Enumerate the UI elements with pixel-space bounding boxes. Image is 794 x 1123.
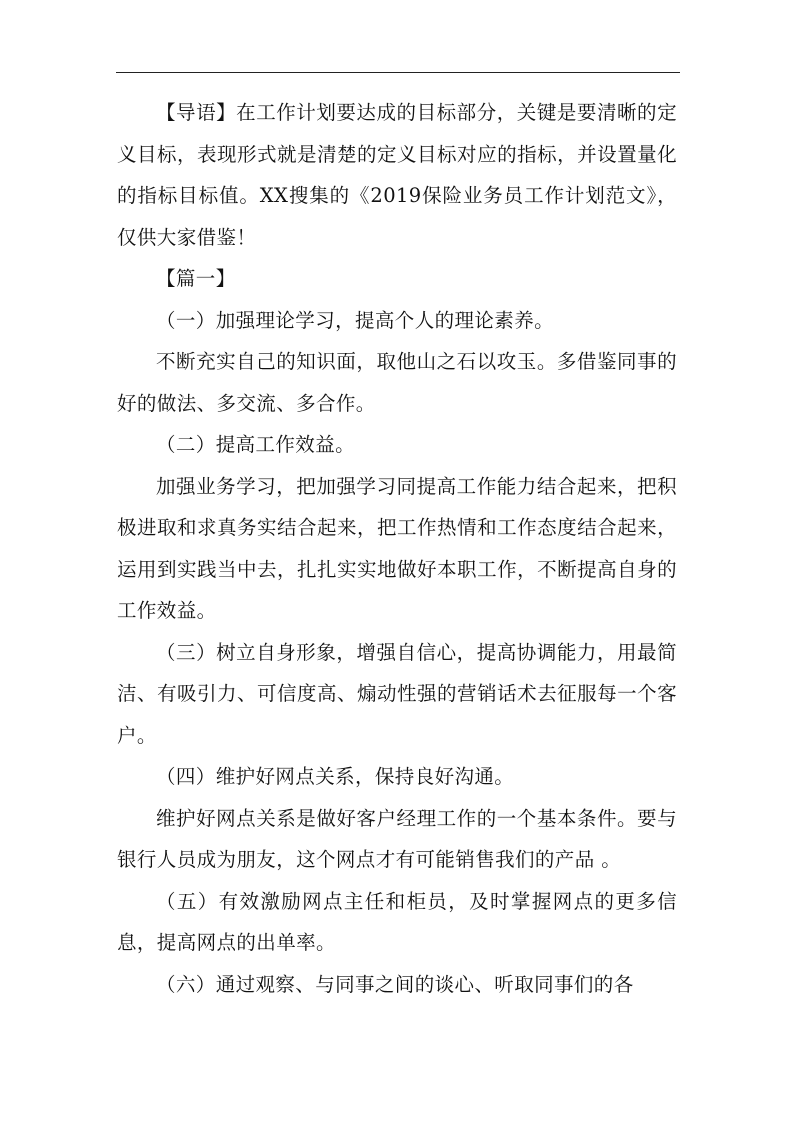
header-rule — [116, 72, 680, 73]
item-body-1: 不断充实自己的知识面，取他山之石以攻玉。多借鉴同事的好的做法、多交流、多合作。 — [117, 350, 677, 415]
item-heading-6: （六）通过观察、与同事之间的谈心、听取同事们的各 — [156, 972, 634, 996]
item-heading-1: （一）加强理论学习，提高个人的理论素养。 — [156, 308, 555, 332]
item-heading-3: （三）树立自身形象，增强自信心，提高协调能力，用最简洁、有吸引力、可信度高、煽动性强的营销话术去征服每一个客户。 — [117, 640, 677, 747]
item-heading-4: （四）维护好网点关系，保持良好沟通。 — [156, 765, 515, 788]
item-body-2: 加强业务学习，把加强学习同提高工作能力结合起来，把积极进取和求真务实结合起来，把工作热情和工作态度结合起来，运用到实践当中去，扎扎实实地做好本职工作，不断提高自身的工作效益。 — [117, 474, 677, 622]
item-body-4: 维护好网点关系是做好客户经理工作的一个基本条件。要与银行人员成为朋友，这个网点才有可能销售我们的产品 。 — [117, 806, 677, 871]
document-body — [117, 92, 677, 1005]
intro-paragraph: 【导语】在工作计划要达成的目标部分，关键是要清晰的定义目标，表现形式就是清楚的定义目标对应的指标，并设置量化的指标目标值。XX搜集的《2019保险业务员工作计划范文》，仅供大家借鉴！ — [117, 101, 677, 249]
section-heading: 【篇一】 — [156, 267, 236, 290]
item-heading-5: （五）有效激励网点主任和柜员，及时掌握网点的更多信息，提高网点的出单率。 — [117, 889, 677, 954]
item-heading-2: （二）提高工作效益。 — [156, 433, 356, 456]
